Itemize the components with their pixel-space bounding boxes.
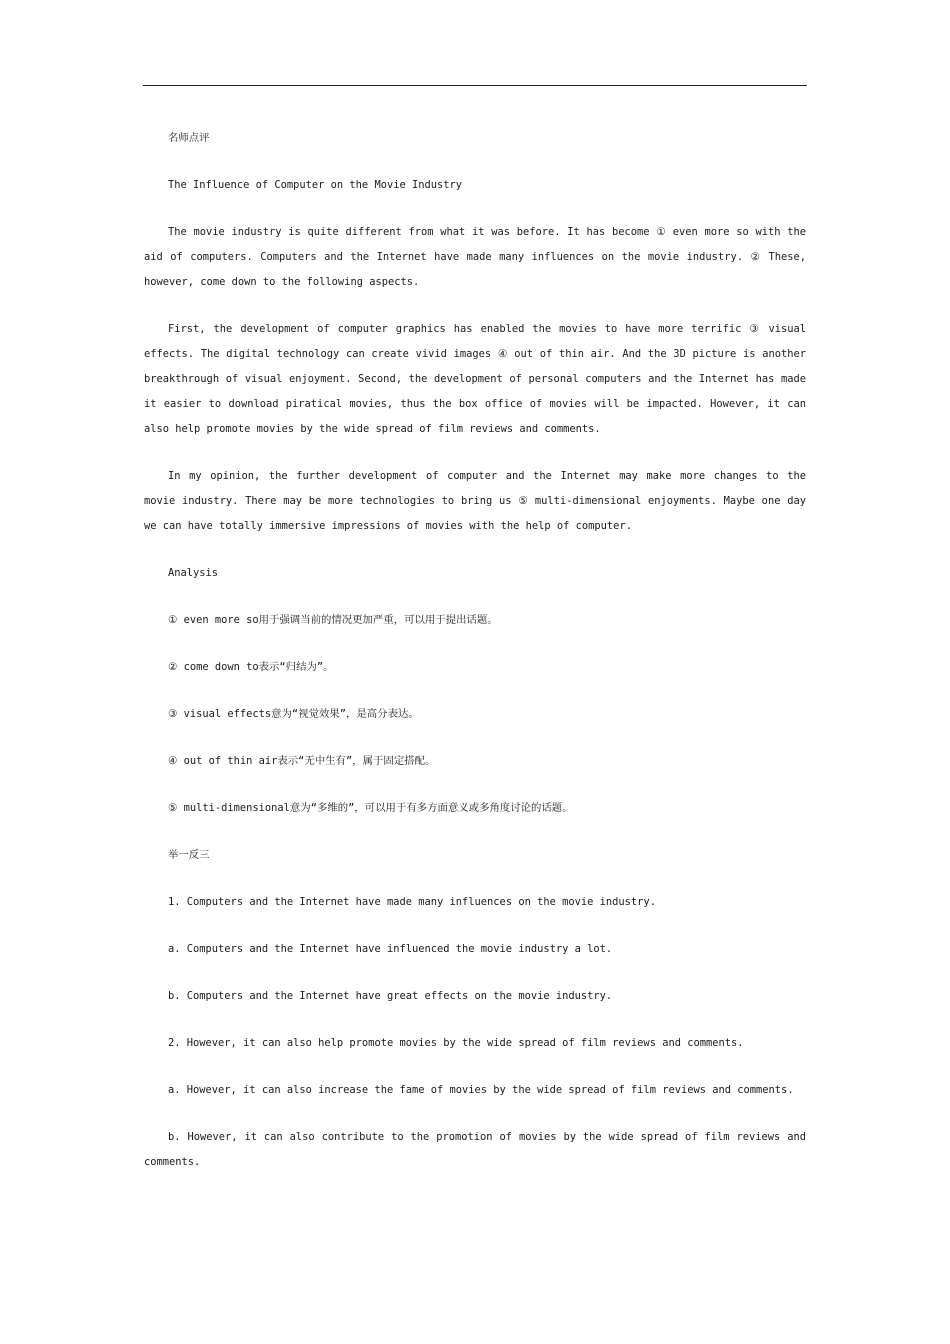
essay-paragraph-3: In my opinion, the further development of computer and the Internet may make more changes to the movie industry. There may be more technologies to bring us ⑤ multi-dimensional enjoyments. Maybe one day we can have totally immersive impressions of movies with the help of computer. xyxy=(144,470,806,532)
essay-paragraph-1: The movie industry is quite different from what it was before. It has become ① even more so with the aid of computers. Computers and the Internet have made many influences on the movie industry. ② These, however, come down to the following aspects. xyxy=(144,226,806,288)
essay-title: The Influence of Computer on the Movie Industry xyxy=(168,179,463,191)
header-rule xyxy=(143,85,807,86)
analysis-item-3: ③ visual effects意为“视觉效果”，是高分表达。 xyxy=(168,708,419,720)
practice-header: 举一反三 xyxy=(168,849,210,861)
analysis-item-1: ① even more so用于强调当前的情况更加严重，可以用于提出话题。 xyxy=(168,614,498,626)
practice-item-1b: b. Computers and the Internet have great effects on the movie industry. xyxy=(168,990,613,1002)
practice-item-1: 1. Computers and the Internet have made many influences on the movie industry. xyxy=(168,896,656,908)
practice-item-2: 2. However, it can also help promote movies by the wide spread of film reviews and comments. xyxy=(168,1037,744,1049)
essay-paragraph-2: First, the development of computer graphics has enabled the movies to have more terrific ③ visual effects. The digital technology can create vivid images ④ out of thin air. And the 3D picture is another breakthrough of visual enjoyment. Second, the development of personal computers and the Internet has made it easier to download piratical movies, thus the box office of movies will be impacted. However, it can also help promote movies by the wide spread of film reviews and comments. xyxy=(144,323,806,435)
section-header: 名师点评 xyxy=(168,132,210,144)
practice-item-2a: a. However, it can also increase the fame of movies by the wide spread of film reviews and comments. xyxy=(168,1084,794,1096)
analysis-item-2: ② come down to表示“归结为”。 xyxy=(168,661,334,673)
practice-item-2b: b. However, it can also contribute to the promotion of movies by the wide spread of film reviews and comments. xyxy=(144,1131,806,1168)
analysis-item-4: ④ out of thin air表示“无中生有”，属于固定搭配。 xyxy=(168,755,436,767)
analysis-item-5: ⑤ multi-dimensional意为“多维的”，可以用于有多方面意义或多角度讨论的话题。 xyxy=(168,802,573,814)
document-body xyxy=(144,126,806,1197)
practice-item-1a: a. Computers and the Internet have influenced the movie industry a lot. xyxy=(168,943,613,955)
analysis-header: Analysis xyxy=(168,567,219,579)
